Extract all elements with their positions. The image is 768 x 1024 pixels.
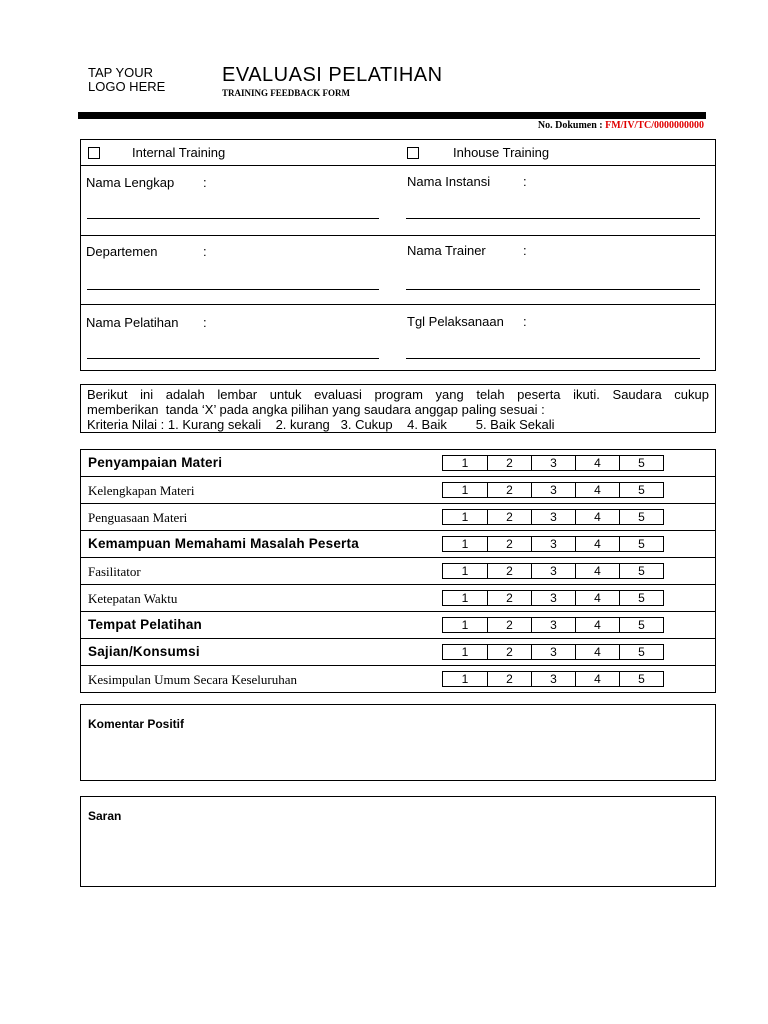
internal-training-checkbox[interactable] [88,147,100,159]
rating-option-4[interactable]: 4 [575,536,620,552]
nama-pelatihan-label: Nama Pelatihan [86,315,179,330]
rating-option-5[interactable]: 5 [619,644,664,660]
rating-row-label: Kemampuan Memahami Masalah Peserta [88,536,359,551]
nama-lengkap-label: Nama Lengkap [86,175,175,190]
nama-pelatihan-colon: : [203,315,207,330]
rating-option-5[interactable]: 5 [619,536,664,552]
rating-option-1[interactable]: 1 [442,671,488,687]
rating-option-3[interactable]: 3 [531,482,576,498]
nama-instansi-field[interactable] [406,218,700,219]
rating-row [81,558,715,585]
rating-option-4[interactable]: 4 [575,563,620,579]
nama-lengkap-field[interactable] [87,218,379,219]
rating-scale [442,590,664,606]
rating-row-label: Fasilitator [88,564,141,579]
rating-row-label: Ketepatan Waktu [88,591,178,606]
header-divider-bar [78,112,706,119]
divider-mark [386,304,401,305]
rating-row [81,639,715,666]
divider [81,235,715,236]
nama-trainer-label: Nama Trainer [407,243,486,258]
rating-option-4[interactable]: 4 [575,644,620,660]
instructions-box [80,384,716,433]
rating-option-4[interactable]: 4 [575,590,620,606]
tgl-pelaksanaan-field[interactable] [406,358,700,359]
rating-row [81,585,715,612]
rating-option-1[interactable]: 1 [442,590,488,606]
tgl-pelaksanaan-colon: : [523,314,527,329]
rating-row-label: Kesimpulan Umum Secara Keseluruhan [88,672,298,687]
rating-option-2[interactable]: 2 [487,563,532,579]
nama-instansi-label: Nama Instansi [407,174,491,189]
form-subtitle: TRAINING FEEDBACK FORM [222,88,351,98]
rating-option-1[interactable]: 1 [442,482,488,498]
rating-scale [442,536,664,552]
rating-row-label: Penguasaan Materi [88,510,188,525]
instructions-criteria: Kriteria Nilai : 1. Kurang sekali 2. kurang 3. Cukup 4. Baik 5. Baik Sekali [87,417,555,432]
nama-instansi-colon: : [523,174,527,189]
rating-option-3[interactable]: 3 [531,671,576,687]
rating-option-5[interactable]: 5 [619,563,664,579]
departemen-colon: : [203,244,207,259]
rating-row-label: Kelengkapan Materi [88,483,195,498]
rating-option-5[interactable]: 5 [619,509,664,525]
rating-row [81,504,715,531]
logo-line-2: LOGO HERE [88,79,166,94]
document-number-code: FM/IV/TC/0000000000 [605,120,704,131]
rating-option-1[interactable]: 1 [442,563,488,579]
rating-option-4[interactable]: 4 [575,509,620,525]
nama-trainer-colon: : [523,243,527,258]
rating-option-5[interactable]: 5 [619,482,664,498]
rating-option-4[interactable]: 4 [575,617,620,633]
rating-option-5[interactable]: 5 [619,671,664,687]
rating-option-2[interactable]: 2 [487,536,532,552]
rating-option-5[interactable]: 5 [619,455,664,471]
rating-scale [442,671,664,687]
rating-row [81,477,715,504]
rating-row [81,612,715,639]
rating-row-label: Penyampaian Materi [88,455,223,470]
rating-option-3[interactable]: 3 [531,455,576,471]
inhouse-training-checkbox[interactable] [407,147,419,159]
rating-option-3[interactable]: 3 [531,563,576,579]
rating-option-3[interactable]: 3 [531,590,576,606]
rating-row-label: Sajian/Konsumsi [88,644,200,659]
rating-option-1[interactable]: 1 [442,644,488,660]
rating-option-2[interactable]: 2 [487,590,532,606]
rating-option-2[interactable]: 2 [487,455,532,471]
nama-pelatihan-field[interactable] [87,358,379,359]
divider [81,165,715,166]
rating-scale [442,617,664,633]
rating-option-1[interactable]: 1 [442,509,488,525]
rating-scale [442,482,664,498]
rating-option-3[interactable]: 3 [531,536,576,552]
rating-scale [442,644,664,660]
rating-row-label: Tempat Pelatihan [88,617,202,632]
tgl-pelaksanaan-label: Tgl Pelaksanaan [407,314,504,329]
saran-title: Saran [88,809,122,823]
rating-option-4[interactable]: 4 [575,671,620,687]
rating-row [81,531,715,558]
rating-option-5[interactable]: 5 [619,590,664,606]
participant-info-box [80,139,716,371]
internal-training-label: Internal Training [132,145,226,160]
rating-option-3[interactable]: 3 [531,509,576,525]
rating-option-1[interactable]: 1 [442,536,488,552]
rating-option-2[interactable]: 2 [487,482,532,498]
logo-line-1: TAP YOUR [88,65,154,80]
rating-scale [442,509,664,525]
komentar-positif-box[interactable] [80,704,716,781]
rating-option-1[interactable]: 1 [442,617,488,633]
rating-table [80,449,716,693]
rating-option-4[interactable]: 4 [575,455,620,471]
form-title: EVALUASI PELATIHAN [222,64,443,86]
rating-option-1[interactable]: 1 [442,455,488,471]
rating-option-3[interactable]: 3 [531,617,576,633]
nama-trainer-field[interactable] [406,289,700,290]
rating-row [81,666,715,693]
inhouse-training-label: Inhouse Training [453,145,550,160]
departemen-field[interactable] [87,289,379,290]
rating-scale [442,455,664,471]
departemen-label: Departemen [86,244,158,259]
document-number [538,120,704,131]
nama-lengkap-colon: : [203,175,207,190]
rating-option-2[interactable]: 2 [487,644,532,660]
logo-placeholder [88,66,165,94]
rating-option-3[interactable]: 3 [531,644,576,660]
rating-option-5[interactable]: 5 [619,617,664,633]
rating-row [81,450,715,477]
instructions-line-2: memberikan tanda ‘X’ pada angka pilihan yang saudara anggap paling sesuai : [87,402,545,417]
rating-scale [442,563,664,579]
rating-option-2[interactable]: 2 [487,671,532,687]
komentar-positif-title: Komentar Positif [88,717,185,731]
saran-box[interactable] [80,796,716,887]
rating-option-4[interactable]: 4 [575,482,620,498]
document-number-label: No. Dokumen : [537,120,606,131]
rating-option-2[interactable]: 2 [487,509,532,525]
rating-option-2[interactable]: 2 [487,617,532,633]
instructions-line-1: Berikut ini adalah lembar untuk evaluasi program yang telah peserta ikuti. Saudara cukup [87,387,709,402]
